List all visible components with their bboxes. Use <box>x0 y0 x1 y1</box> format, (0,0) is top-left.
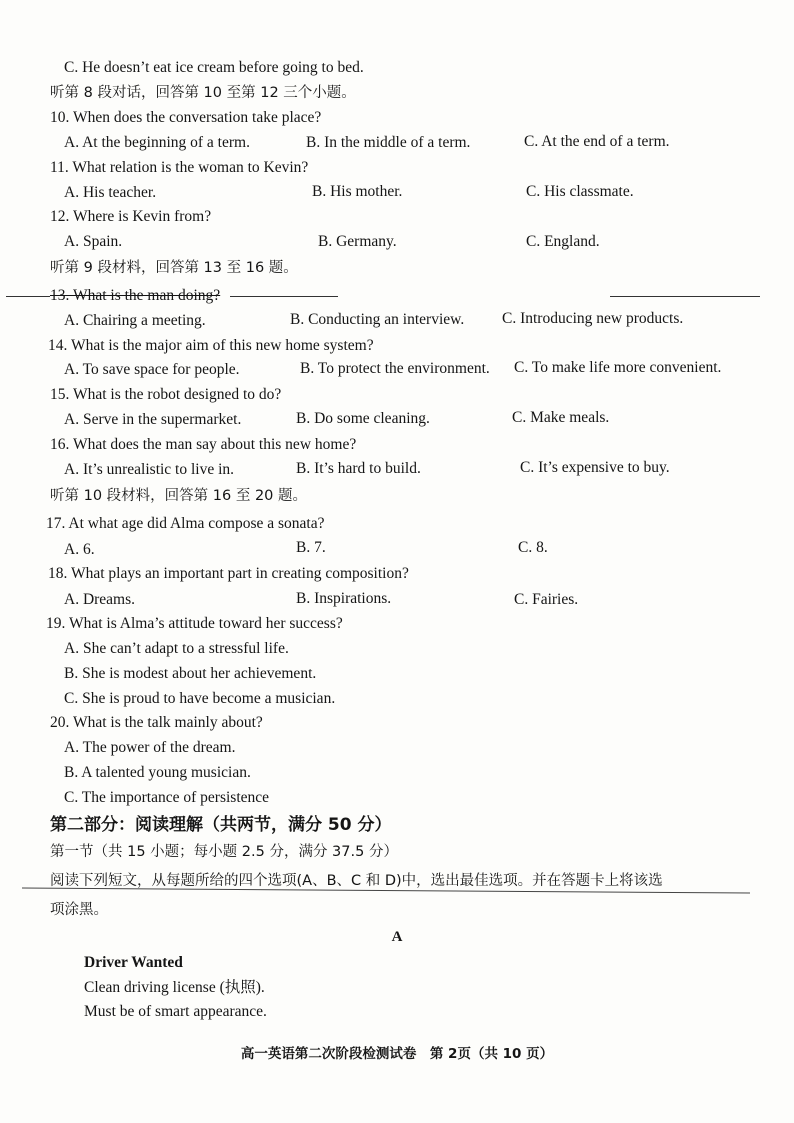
q20-option-c: C. The importance of persistence <box>64 789 270 806</box>
strike-mark-middle <box>230 296 338 297</box>
question-11: 11. What relation is the woman to Kevin? <box>50 159 309 176</box>
passage-letter: A <box>391 929 403 945</box>
question-20: 20. What is the talk mainly about? <box>50 714 263 731</box>
q18-option-a: A. Dreams. <box>64 591 136 608</box>
q11-option-c: C. His classmate. <box>526 183 634 200</box>
q19-option-c: C. She is proud to have become a musician. <box>64 690 336 707</box>
q15-option-a: A. Serve in the supermarket. <box>64 411 242 428</box>
q13-option-a: A. Chairing a meeting. <box>64 312 206 329</box>
q16-option-b: B. It’s hard to build. <box>296 460 421 477</box>
question-15: 15. What is the robot designed to do? <box>50 386 282 403</box>
q17-option-c: C. 8. <box>518 539 548 556</box>
listening-instruction-9: 听第 9 段材料，回答第 13 至 16 题。 <box>50 260 298 276</box>
q10-option-a: A. At the beginning of a term. <box>64 134 250 151</box>
q14-option-a: A. To save space for people. <box>64 361 240 378</box>
question-10: 10. When does the conversation take place? <box>50 109 322 126</box>
q10-option-b: B. In the middle of a term. <box>306 134 471 151</box>
q14-option-c: C. To make life more convenient. <box>514 359 722 376</box>
q14-option-b: B. To protect the environment. <box>300 360 490 377</box>
q16-option-a: A. It’s unrealistic to live in. <box>64 461 235 478</box>
question-12: 12. Where is Kevin from? <box>50 208 212 225</box>
q19-option-b: B. She is modest about her achievement. <box>64 665 317 682</box>
q17-option-a: A. 6. <box>64 541 95 558</box>
q12-option-a: A. Spain. <box>64 233 123 250</box>
reading-instruction-line2: 项涂黑。 <box>50 902 108 918</box>
q17-option-b: B. 7. <box>296 539 326 556</box>
strike-mark-right <box>610 296 760 297</box>
ad-line-appearance: Must be of smart appearance. <box>84 1003 267 1020</box>
q16-option-c: C. It’s expensive to buy. <box>520 459 670 476</box>
question-13: 13. What is the man doing? <box>50 287 221 304</box>
question-16: 16. What does the man say about this new home? <box>50 436 357 453</box>
q15-option-c: C. Make meals. <box>512 409 610 426</box>
q18-option-b: B. Inspirations. <box>296 590 392 607</box>
section1-heading: 第一节（共 15 小题；每小题 2.5 分，满分 37.5 分） <box>50 844 398 860</box>
q15-option-b: B. Do some cleaning. <box>296 410 430 427</box>
q13-option-b: B. Conducting an interview. <box>290 311 465 328</box>
ad-line-license: Clean driving license (执照). <box>84 979 265 996</box>
listening-instruction-8: 听第 8 段对话，回答第 10 至第 12 三个小题。 <box>50 85 356 101</box>
question-18: 18. What plays an important part in creating composition? <box>48 565 409 582</box>
question-19: 19. What is Alma’s attitude toward her success? <box>46 615 343 632</box>
reading-instruction-line1: 阅读下列短文，从每题所给的四个选项(A、B、C 和 D)中，选出最佳选项。并在答题卡上将该选 <box>50 873 663 889</box>
q11-option-b: B. His mother. <box>312 183 403 200</box>
q12-option-b: B. Germany. <box>318 233 397 250</box>
question-14: 14. What is the major aim of this new home system? <box>48 337 374 354</box>
q12-option-c: C. England. <box>526 233 600 250</box>
q10-option-c: C. At the end of a term. <box>524 133 670 150</box>
strike-mark-left <box>6 296 50 297</box>
q20-option-a: A. The power of the dream. <box>64 739 236 756</box>
page-footer: 高一英语第二次阶段检测试卷 第 2页（共 10 页） <box>240 1046 554 1062</box>
ad-title: Driver Wanted <box>84 954 183 971</box>
listening-instruction-10: 听第 10 段材料，回答第 16 至 20 题。 <box>50 488 308 504</box>
question-17: 17. At what age did Alma compose a sonata? <box>46 515 325 532</box>
q9-option-c: C. He doesn’t eat ice cream before going to bed. <box>64 59 364 76</box>
q18-option-c: C. Fairies. <box>514 591 579 608</box>
q20-option-b: B. A talented young musician. <box>64 764 251 781</box>
q19-option-a: A. She can’t adapt to a stressful life. <box>64 640 289 657</box>
part2-heading: 第二部分：阅读理解（共两节，满分 50 分） <box>50 815 392 835</box>
q13-option-c: C. Introducing new products. <box>502 310 684 327</box>
q11-option-a: A. His teacher. <box>64 184 157 201</box>
